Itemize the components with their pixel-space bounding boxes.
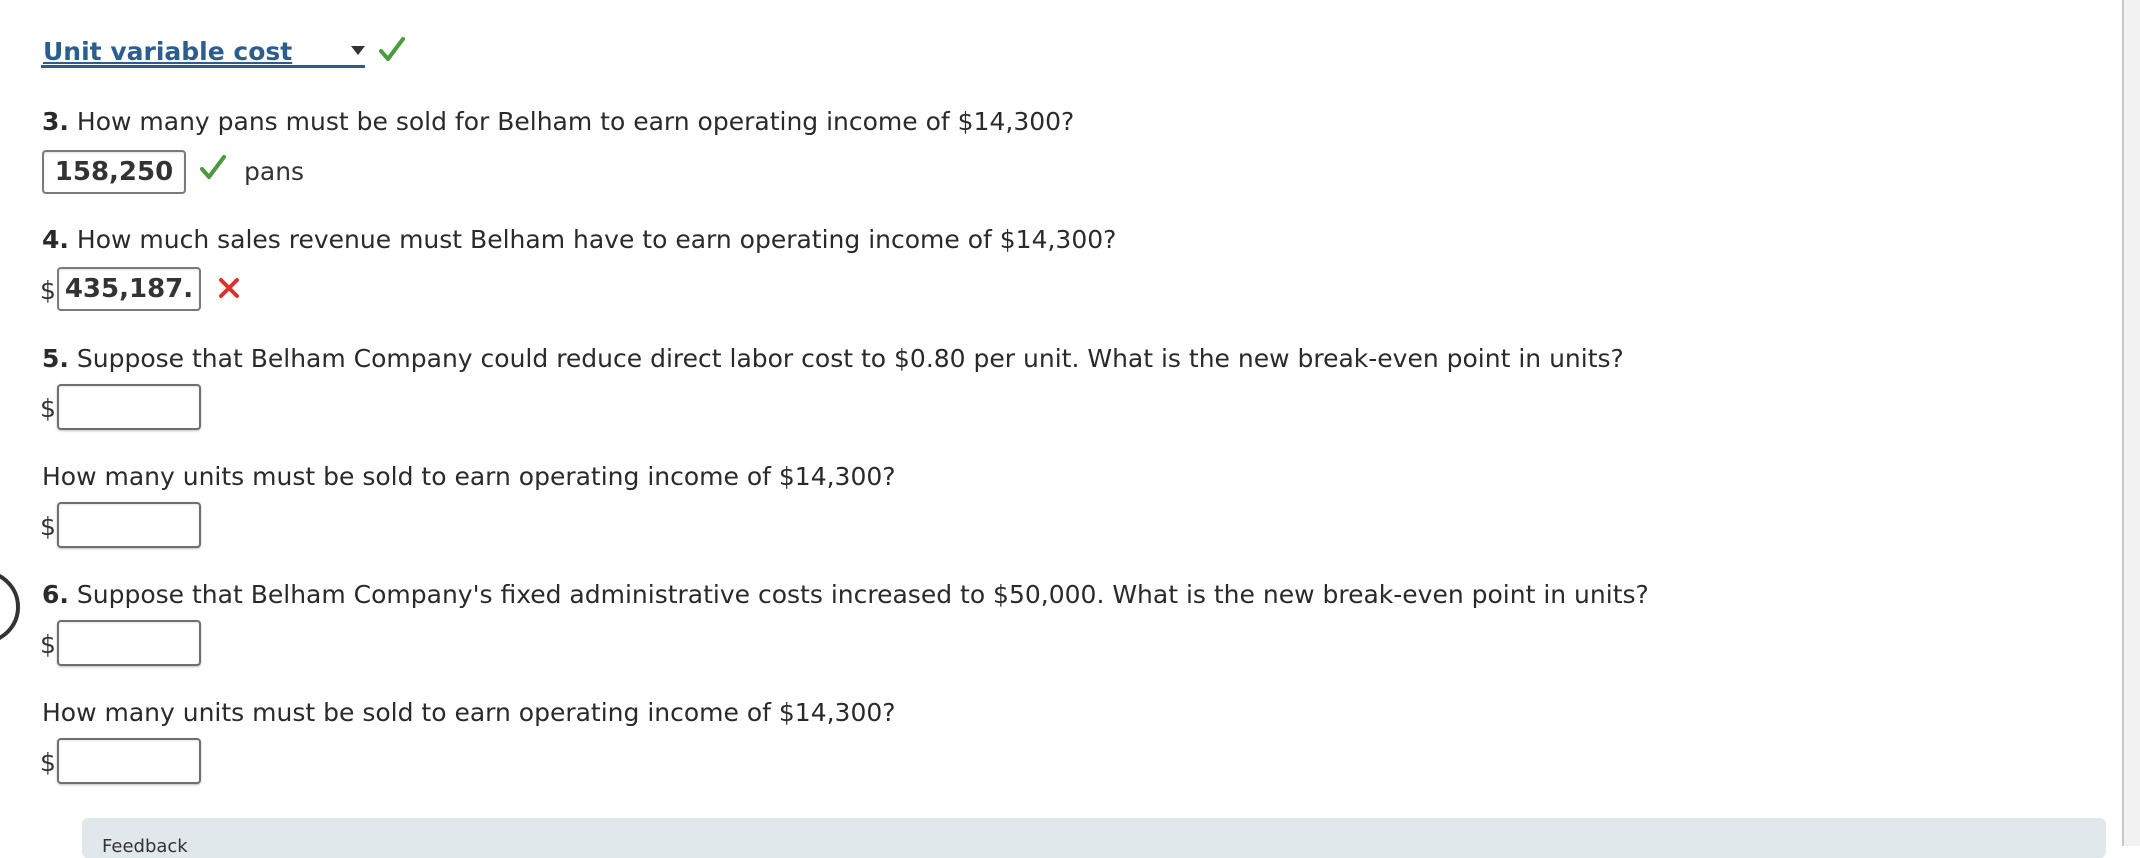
question-5-currency: $ xyxy=(40,394,56,423)
dropdown-arrow-icon xyxy=(351,46,365,55)
question-4-answer-value: 435,187. xyxy=(64,274,194,304)
cost-type-select-value: Unit variable cost xyxy=(43,37,293,66)
checkmark-icon xyxy=(379,36,405,64)
question-6-follow-up-text: How many units must be sold to earn operating income of $14,300? xyxy=(42,698,896,727)
question-5-follow-up-text: How many units must be sold to earn operating income of $14,300? xyxy=(42,462,896,491)
question-6-follow-up-currency: $ xyxy=(40,748,56,777)
question-3 xyxy=(42,107,1074,136)
question-5-follow-up-currency: $ xyxy=(40,512,56,541)
x-mark-icon xyxy=(218,277,240,299)
question-6-currency: $ xyxy=(40,630,56,659)
checkmark-icon xyxy=(200,154,226,182)
question-3-number: 3. xyxy=(42,107,69,136)
question-6-units-input[interactable] xyxy=(57,738,201,784)
question-6-number: 6. xyxy=(42,580,69,609)
feedback-panel xyxy=(82,818,2106,858)
question-4 xyxy=(42,225,1116,254)
question-6-breakeven-input[interactable] xyxy=(57,620,201,666)
question-5-text: Suppose that Belham Company could reduce direct labor cost to $0.80 per unit. What is the new break-even point in units? xyxy=(76,344,1624,373)
question-6-follow-up xyxy=(42,698,896,727)
question-5-units-input[interactable] xyxy=(57,502,201,548)
question-3-unit: pans xyxy=(244,157,305,186)
question-6-text: Suppose that Belham Company's fixed administrative costs increased to $50,000. What is the new break-even point in units? xyxy=(76,580,1649,609)
question-5-breakeven-input[interactable] xyxy=(57,384,201,430)
question-4-text: How much sales revenue must Belham have to earn operating income of $14,300? xyxy=(76,225,1117,254)
cost-type-select[interactable] xyxy=(41,38,365,68)
question-5 xyxy=(42,344,1624,373)
vertical-scrollbar[interactable] xyxy=(2122,0,2140,846)
question-3-answer-value: 158,250 xyxy=(54,157,174,187)
question-4-currency: $ xyxy=(40,276,56,305)
question-5-follow-up xyxy=(42,462,896,491)
question-5-number: 5. xyxy=(42,344,69,373)
question-4-number: 4. xyxy=(42,225,69,254)
question-4-answer-field[interactable] xyxy=(57,267,201,311)
side-circle-indicator xyxy=(0,570,20,644)
question-3-answer-field[interactable] xyxy=(42,150,186,194)
question-3-text: How many pans must be sold for Belham to earn operating income of $14,300? xyxy=(76,107,1075,136)
question-6 xyxy=(42,580,1649,609)
feedback-label: Feedback xyxy=(102,836,188,857)
